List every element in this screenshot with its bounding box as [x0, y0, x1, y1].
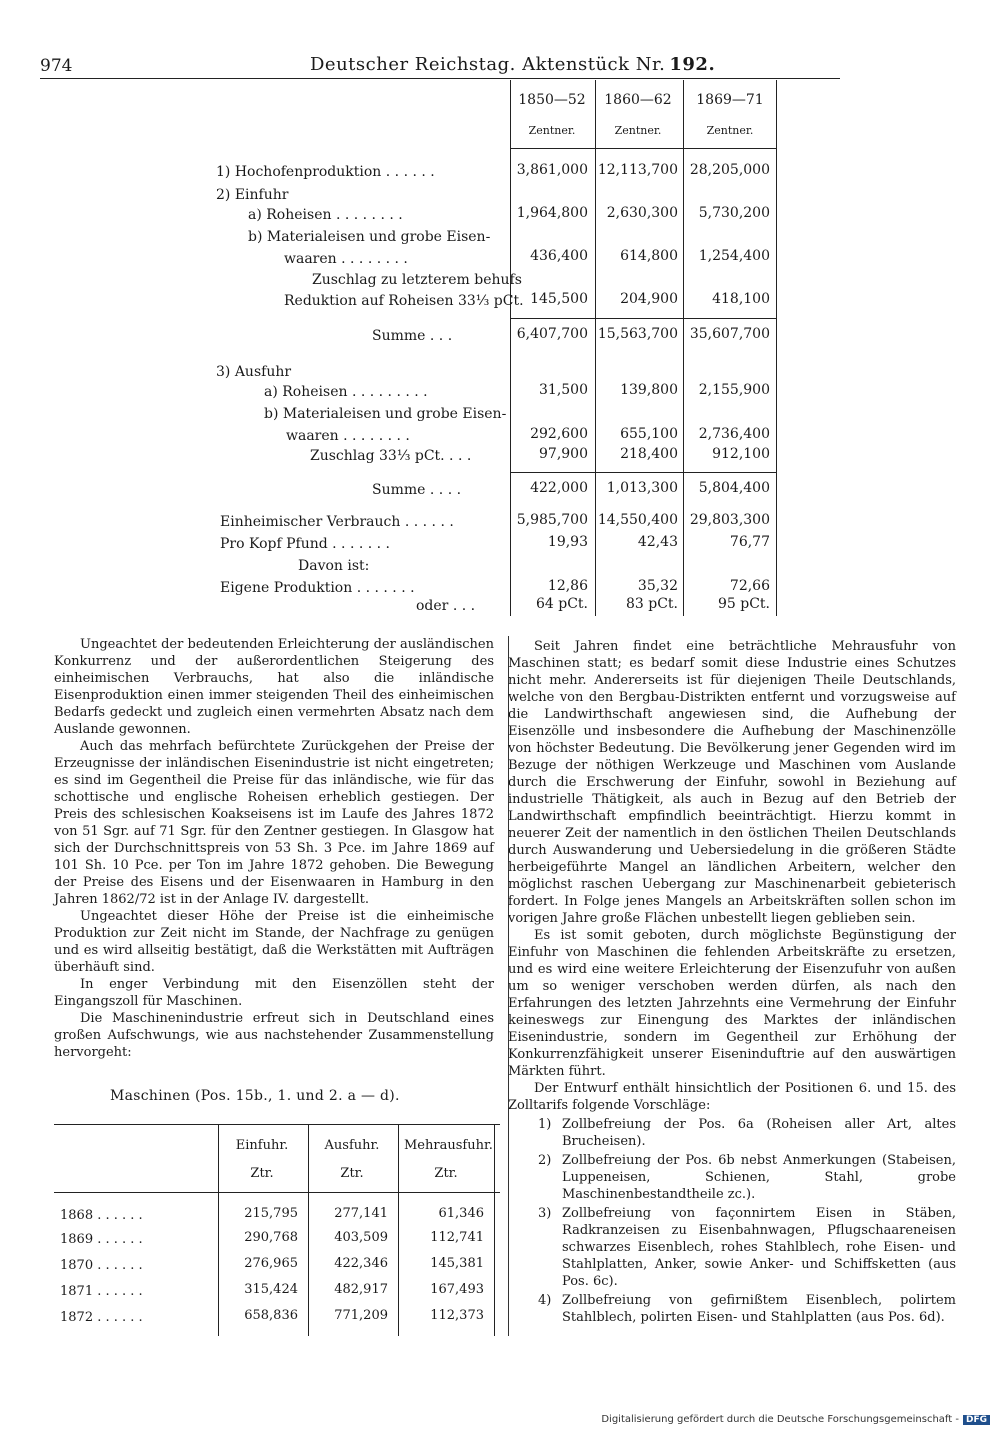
row-value: 145,500	[530, 291, 588, 307]
item-number: 4)	[538, 1293, 552, 1308]
machine-table	[54, 1112, 500, 1342]
row-label: Summe . . . .	[372, 482, 462, 498]
paragraph: Der Entwurf enthält hinsichtlich der Positionen 6. und 15. des Zolltarifs folgende Vorschläge:	[508, 1081, 956, 1113]
column-unit: Ztr.	[340, 1166, 364, 1181]
row-label: waaren . . . . . . . .	[286, 428, 410, 444]
right-text-column	[508, 638, 956, 1328]
list-item	[508, 1152, 956, 1203]
paragraph: Es ist somit geboten, durch möglichste Begünstigung der Einfuhr von Maschinen die fehlenden Arbeitskräfte zu ersetzen, und es wird eine weitere Erleichterung der Eisenzufuhr von außen um so weniger verschoben werden dürfen, als nach den Erfahrungen des letzten Jahrzehnts eine Vermehrung der Einfuhr keineswegs zur Einengung des Marktes der inländischen Eisenindustrie, sondern im Gegentheil zur Erhöhung der Konkurrenzfähigkeit unserer Eiseninduftrie auf den auswärtigen Märkten führt.	[508, 928, 956, 1079]
machine-table-caption: Maschinen (Pos. 15b., 1. und 2. a — d).	[110, 1088, 400, 1104]
item-text: Zollbefreiung der Pos. 6a (Roheisen aller Art, altes Brucheisen).	[562, 1117, 956, 1149]
row-value: 12,113,700	[597, 162, 678, 178]
row-value: 97,900	[539, 446, 588, 462]
sum-rule	[510, 318, 776, 319]
item-number: 1)	[538, 1117, 552, 1132]
running-title-text: Deutscher Reichstag. Aktenstück Nr.	[310, 54, 666, 75]
list-item	[508, 1116, 956, 1150]
row-label: b) Materialeisen und grobe Eisen-	[264, 406, 507, 422]
row-value: 436,400	[530, 248, 588, 264]
dfg-logo: DFG	[963, 1415, 990, 1425]
column-header: 1860—62	[604, 92, 672, 108]
row-label: 1) Hochofenproduktion . . . . . .	[216, 164, 435, 180]
row-value: 14,550,400	[597, 512, 678, 528]
row-value: 19,93	[547, 534, 588, 550]
row-label: Zuschlag 33⅓ pCt. . . .	[310, 448, 472, 464]
digitization-footer	[601, 1414, 990, 1425]
row-label: 3) Ausfuhr	[216, 364, 292, 380]
paragraph: Auch das mehrfach befürchtete Zurückgehen der Preise der Erzeugnisse der inländischen Eisenindustrie ist nicht eingetreten; es sind im Gegentheil die Preise für das inländische, wie für das schottische und englische Roheisen erheblich gestiegen. Der Preis des schlesischen Koakseisens ist im Laufe des Jahres 1872 von 51 Sgr. auf 71 Sgr. für den Zentner gestiegen. In Glasgow hat sich der Durchschnittspreis von 53 Sh. 3 Pce. im Jahre 1869 auf 101 Sh. 10 Pce. per Ton im Jahre 1872 gehoben. Die Bewegung der Preise des Eisens und der Eisenwaaren in Hamburg in den Jahren 1862/72 ist in der Anlage IV. dargestellt.	[54, 739, 494, 907]
table-cell: 167,493	[430, 1282, 484, 1297]
item-text: Zollbefreiung der Pos. 6b nebst Anmerkungen (Stabeisen, Luppeneisen, Schienen, Stahl, grobe Maschinenbestandtheile zc.).	[562, 1153, 956, 1202]
row-value: 218,400	[620, 446, 678, 462]
table-cell: 315,424	[244, 1282, 298, 1297]
table-rule	[683, 80, 684, 616]
paragraph: Die Maschinenindustrie erfreut sich in Deutschland eines großen Aufschwungs, wie aus nachstehender Zusammenstellung hervorgeht:	[54, 1011, 494, 1060]
year-label: 1868 . . . . . .	[60, 1208, 143, 1223]
row-label: Einheimischer Verbrauch . . . . . .	[220, 514, 454, 530]
row-value: 2,155,900	[698, 382, 770, 398]
row-value: 2,630,300	[606, 205, 678, 221]
row-value: 76,77	[729, 534, 770, 550]
item-number: 3)	[538, 1206, 552, 1221]
row-value: 6,407,700	[516, 326, 588, 342]
column-header: Mehrausfuhr.	[404, 1138, 493, 1153]
row-label: a) Roheisen . . . . . . . .	[248, 207, 403, 223]
table-cell: 422,346	[334, 1256, 388, 1271]
table-cell: 61,346	[438, 1206, 484, 1221]
year-label: 1870 . . . . . .	[60, 1258, 143, 1273]
table-cell: 112,373	[430, 1308, 484, 1323]
row-value: 5,730,200	[698, 205, 770, 221]
row-label: Eigene Produktion . . . . . . .	[220, 580, 415, 596]
row-value: 3,861,000	[516, 162, 588, 178]
list-item	[508, 1205, 956, 1290]
row-value: 83 pCt.	[625, 596, 678, 612]
page-number: 974	[40, 56, 73, 76]
row-value: 35,607,700	[689, 326, 770, 342]
iron-statistics-table	[216, 80, 782, 616]
table-cell: 658,836	[244, 1308, 298, 1323]
year-label: 1871 . . . . . .	[60, 1284, 143, 1299]
row-value: 31,500	[539, 382, 588, 398]
column-unit: Zentner.	[706, 124, 754, 137]
table-rule	[308, 1124, 309, 1336]
table-rule	[494, 1124, 495, 1336]
table-cell: 482,917	[334, 1282, 388, 1297]
table-rule	[398, 1124, 399, 1336]
table-cell: 290,768	[244, 1230, 298, 1245]
paragraph: In enger Verbindung mit den Eisenzöllen steht der Eingangszoll für Maschinen.	[54, 977, 494, 1009]
row-value: 1,964,800	[516, 205, 588, 221]
row-label: Reduktion auf Roheisen 33⅓ pCt.	[284, 293, 524, 309]
table-cell: 215,795	[244, 1206, 298, 1221]
row-label: 2) Einfuhr	[216, 187, 289, 203]
row-value: 15,563,700	[597, 326, 678, 342]
row-label: a) Roheisen . . . . . . . . .	[264, 384, 428, 400]
footer-text: Digitalisierung gefördert durch die Deutsche Forschungsgemeinschaft -	[601, 1414, 959, 1425]
row-label: waaren . . . . . . . .	[284, 251, 408, 267]
document-number: 192.	[669, 54, 716, 75]
year-label: 1869 . . . . . .	[60, 1232, 143, 1247]
row-value: 5,804,400	[698, 480, 770, 496]
row-value: 139,800	[620, 382, 678, 398]
column-header: 1850—52	[518, 92, 586, 108]
row-value: 64 pCt.	[535, 596, 588, 612]
row-value: 29,803,300	[689, 512, 770, 528]
column-header: 1869—71	[696, 92, 764, 108]
row-value: 5,985,700	[516, 512, 588, 528]
row-value: 42,43	[637, 534, 678, 550]
table-cell: 277,141	[334, 1206, 388, 1221]
row-value: 614,800	[620, 248, 678, 264]
item-number: 2)	[538, 1153, 552, 1168]
column-unit: Zentner.	[614, 124, 662, 137]
row-value: 28,205,000	[689, 162, 770, 178]
column-unit: Ztr.	[250, 1166, 274, 1181]
sum-rule	[510, 472, 776, 473]
row-label: Davon ist:	[298, 558, 370, 574]
row-value: 204,900	[620, 291, 678, 307]
row-value: 35,32	[637, 578, 678, 594]
paragraph: Ungeachtet der bedeutenden Erleichterung der ausländischen Konkurrenz und der außerordentlichen Steigerung des einheimischen Verbrauchs, hat also die inländische Eisenproduktion einen immer steigenden Theil des einheimischen Bedarfs gedeckt und zugleich einen vermehrten Absatz nach dem Auslande gewonnen.	[54, 637, 494, 737]
table-rule	[776, 80, 777, 616]
row-value: 422,000	[530, 480, 588, 496]
column-header: Einfuhr.	[235, 1138, 289, 1153]
row-label: b) Materialeisen und grobe Eisen-	[248, 229, 491, 245]
list-item	[508, 1292, 956, 1326]
row-value: 912,100	[712, 446, 770, 462]
item-text: Zollbefreiung von gefirnißtem Eisenblech, polirtem Stahlblech, polirten Eisen- und Stahlplatten (aus Pos. 6d).	[562, 1293, 956, 1325]
row-value: 72,66	[729, 578, 770, 594]
proposal-list	[508, 1116, 956, 1326]
row-label: Pro Kopf Pfund . . . . . . .	[220, 536, 390, 552]
column-unit: Ztr.	[434, 1166, 458, 1181]
left-text-column	[54, 636, 494, 1061]
row-label: Zuschlag zu letzterem behufs	[312, 272, 522, 288]
row-value: 292,600	[530, 426, 588, 442]
row-value: 2,736,400	[698, 426, 770, 442]
header-rule	[40, 78, 840, 79]
column-unit: Zentner.	[528, 124, 576, 137]
row-value: 95 pCt.	[717, 596, 770, 612]
table-rule	[218, 1124, 219, 1336]
table-rule	[54, 1192, 500, 1193]
table-rule	[510, 148, 776, 149]
paragraph: Ungeachtet dieser Höhe der Preise ist die einheimische Produktion zur Zeit nicht im Stande, der Nachfrage zu genügen und es wird allseitig bestätigt, daß die Werkstätten mit Aufträgen überhäuft sind.	[54, 909, 494, 975]
column-header: Ausfuhr.	[324, 1138, 380, 1153]
table-cell: 145,381	[430, 1256, 484, 1271]
item-text: Zollbefreiung von façonnirtem Eisen in Stäben, Radkranzeisen zu Eisenbahnwagen, Pflugschaareneisen schwarzes Eisenblech, rohes Stahlblech, rohe Eisen- und Stahlplatten, Anker, sowie Anker- und Schiffsketten (aus Pos. 6c).	[562, 1206, 956, 1289]
running-title	[310, 54, 715, 75]
year-label: 1872 . . . . . .	[60, 1310, 143, 1325]
table-rule	[54, 1124, 500, 1125]
row-value: 1,013,300	[606, 480, 678, 496]
table-cell: 771,209	[334, 1308, 388, 1323]
row-value: 655,100	[620, 426, 678, 442]
row-value: 418,100	[712, 291, 770, 307]
table-cell: 276,965	[244, 1256, 298, 1271]
paragraph: Seit Jahren findet eine beträchtliche Mehrausfuhr von Maschinen statt; es bedarf somit diese Industrie eines Schutzes nicht mehr. Andererseits ist für diejenigen Theile Deutschlands, welche von den Bergbau-Distrikten entfernt und vorzugsweise auf die Landwirthschaft angewiesen sind, die Aufhebung der Eisenzölle und insbesondere die Aufhebung der Maschinenzölle von höchster Bedeutung. Die Bevölkerung jener Gegenden wird im Bezuge der nöthigen Werkzeuge und Maschinen vom Auslande durch die Erschwerung der Einfuhr, sowohl in Beziehung auf industrielle Thätigkeit, als auch in Bezug auf den Betrieb der Landwirthschaft empfindlich beeinträchtigt. Hierzu kommt in neuerer Zeit der namentlich in den östlichen Theilen Deutschlands durch Auswanderung und Uebersiedelung in die größeren Städte herbeigeführte Mangel an ländlichen Arbeitern, welcher den möglichst raschen Uebergang zur Maschinenarbeit gebieterisch fordert. In Folge jenes Mangels an Arbeitskräften sollen schon im vorigen Jahre große Flächen unbestellt liegen geblieben sein.	[508, 639, 956, 926]
row-label: Summe . . .	[372, 328, 453, 344]
table-cell: 403,509	[334, 1230, 388, 1245]
table-cell: 112,741	[430, 1230, 484, 1245]
row-label: oder . . .	[416, 598, 476, 614]
row-value: 1,254,400	[698, 248, 770, 264]
row-value: 12,86	[547, 578, 588, 594]
